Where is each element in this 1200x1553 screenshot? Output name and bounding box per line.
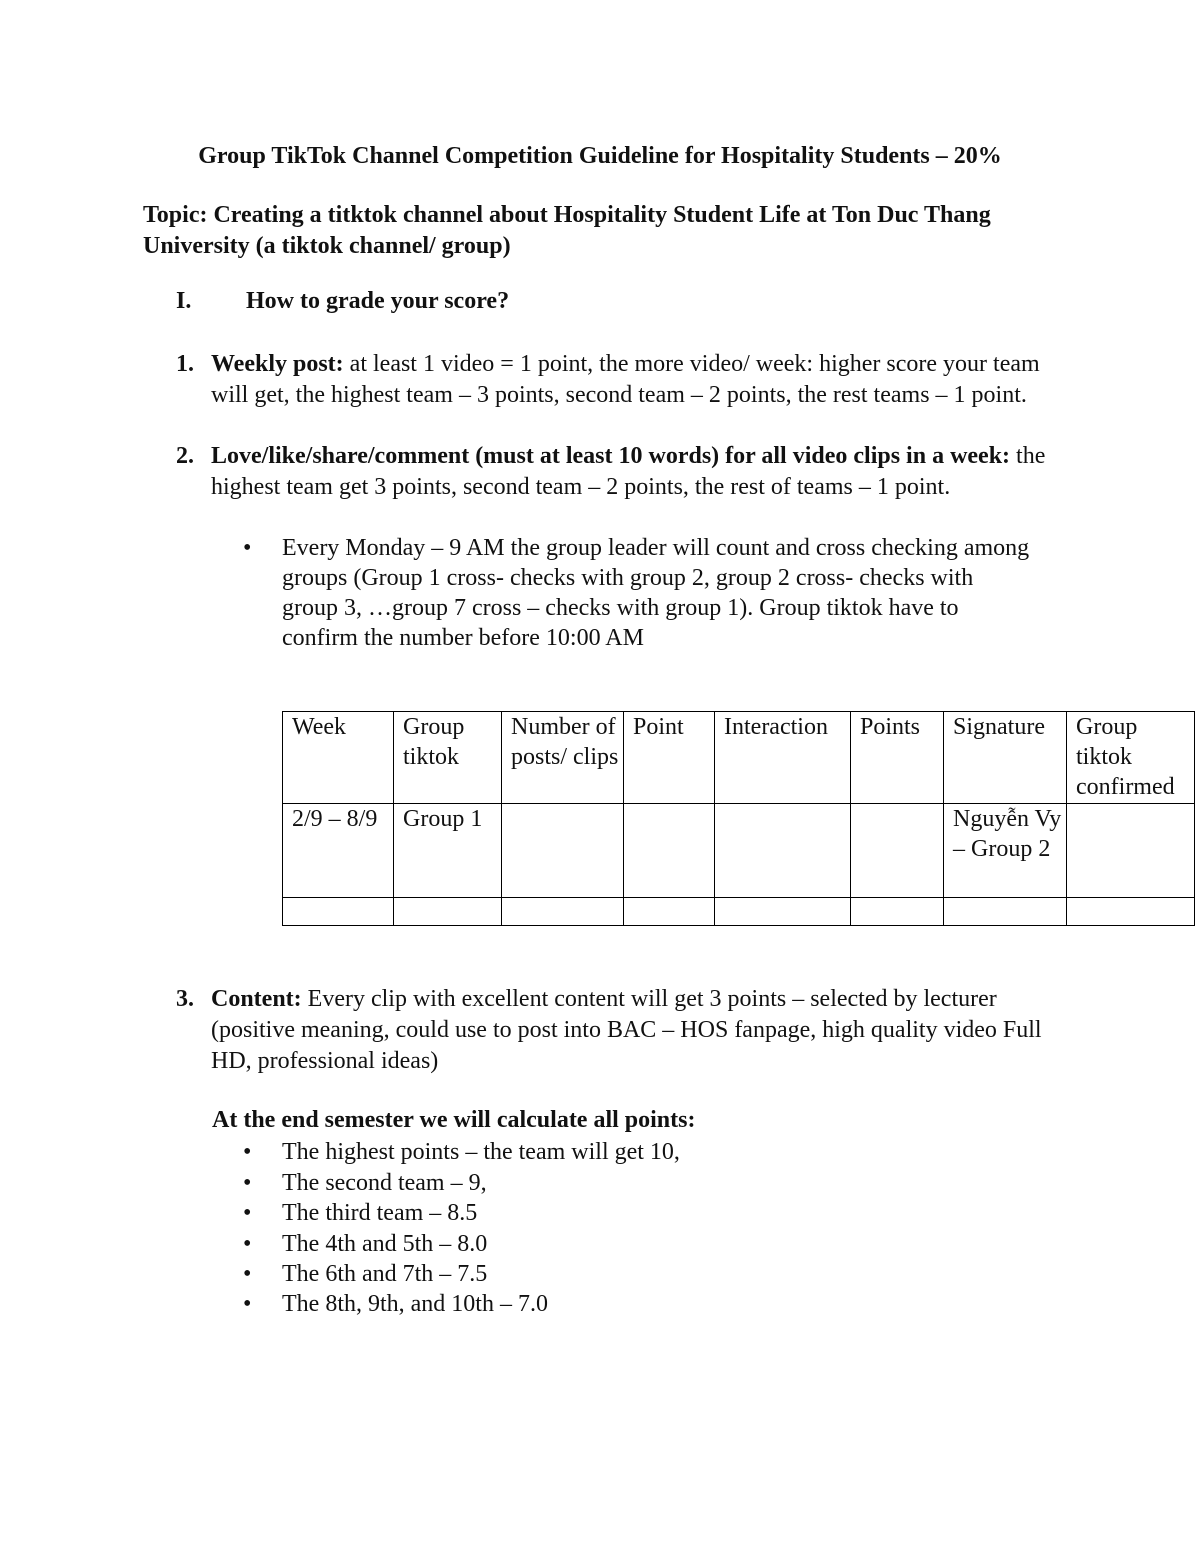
list-item <box>243 1168 1033 1198</box>
list-item <box>243 1289 1033 1319</box>
score-table <box>282 711 1195 926</box>
table-header-cell: Point <box>624 712 715 804</box>
table-cell <box>715 898 851 926</box>
list-item-weekly-post <box>176 349 1056 411</box>
table-cell <box>283 898 394 926</box>
table-row <box>283 804 1195 898</box>
list-item <box>243 1137 1033 1167</box>
table-cell <box>502 898 624 926</box>
table-cell <box>944 898 1067 926</box>
table-header-cell: Group tiktok confirmed <box>1067 712 1195 804</box>
document-title: Group TikTok Channel Competition Guideline for Hospitality Students – 20% <box>198 143 1002 169</box>
list-item-content <box>176 984 1056 1077</box>
bullet-icon: • <box>243 1231 252 1257</box>
bullet-text: The third team – 8.5 <box>282 1200 478 1226</box>
bullet-item-monday-check <box>243 533 1033 653</box>
topic-line: Topic: Creating a titktok channel about Hospitality Student Life at Ton Duc Thang University (a tiktok channel/ group) <box>143 202 991 259</box>
list-item <box>243 1259 1033 1289</box>
bullet-icon: • <box>243 1200 252 1226</box>
table-cell <box>394 898 502 926</box>
item-number: 1. <box>176 351 194 377</box>
table-cell <box>1067 804 1195 898</box>
item-label: Weekly post: <box>211 351 344 377</box>
section-title: How to grade your score? <box>246 288 510 314</box>
list-item-interaction <box>176 441 1056 503</box>
bullet-text: The highest points – the team will get 10, <box>282 1139 680 1165</box>
table-header-cell: Signature <box>944 712 1067 804</box>
table-cell <box>624 804 715 898</box>
table-header-cell: Interaction <box>715 712 851 804</box>
section-heading <box>176 288 509 315</box>
table-cell <box>624 898 715 926</box>
table-cell <box>715 804 851 898</box>
item-text: at least 1 video = 1 point, the more video/ week: higher score your team will get, the highest team – 3 points, second team – 2 points, the rest teams – 1 point. <box>211 351 1040 408</box>
item-number: 3. <box>176 986 194 1012</box>
bullet-icon: • <box>243 1170 252 1196</box>
list-item <box>243 1198 1033 1228</box>
table-row <box>283 898 1195 926</box>
end-semester-heading: At the end semester we will calculate all points: <box>212 1107 696 1133</box>
table-cell: Nguyễn Vy – Group 2 <box>944 804 1067 898</box>
bullet-icon: • <box>243 1139 252 1165</box>
bullet-text: The 6th and 7th – 7.5 <box>282 1261 488 1287</box>
bullet-text: The 8th, 9th, and 10th – 7.0 <box>282 1291 548 1317</box>
table-header-row <box>283 712 1195 804</box>
table-header-cell: Week <box>283 712 394 804</box>
table-cell <box>502 804 624 898</box>
item-text: Every clip with excellent content will get 3 points – selected by lecturer (positive meaning, could use to post into BAC – HOS fanpage, high quality video Full HD, professional ideas) <box>211 986 1042 1074</box>
table-cell <box>1067 898 1195 926</box>
list-item <box>243 1229 1033 1259</box>
table-header-cell: Points <box>851 712 944 804</box>
item-label: Love/like/share/comment (must at least 10 words) for all video clips in a week: <box>211 443 1011 469</box>
item-label: Content: <box>211 986 302 1012</box>
item-text: the highest team get 3 points, second team – 2 points, the rest of teams – 1 point. <box>211 443 1046 500</box>
table-header-cell: Number of posts/ clips <box>502 712 624 804</box>
bullet-text: The 4th and 5th – 8.0 <box>282 1231 488 1257</box>
bullet-text: The second team – 9, <box>282 1170 487 1196</box>
item-number: 2. <box>176 443 194 469</box>
table-cell <box>851 898 944 926</box>
bullet-text: Every Monday – 9 AM the group leader will count and cross checking among groups (Group 1 cross- checks with group 2, group 2 cross- checks with group 3, …group 7 cross – checks with group 1). Group tiktok have to confirm the number before 10:00 AM <box>282 535 1030 651</box>
table-header-cell: Group tiktok <box>394 712 502 804</box>
bullet-icon: • <box>243 1261 252 1287</box>
bullet-icon: • <box>243 535 252 561</box>
table-cell: Group 1 <box>394 804 502 898</box>
bullet-icon: • <box>243 1291 252 1317</box>
section-number: I. <box>176 288 192 314</box>
table-cell: 2/9 – 8/9 <box>283 804 394 898</box>
table-cell <box>851 804 944 898</box>
